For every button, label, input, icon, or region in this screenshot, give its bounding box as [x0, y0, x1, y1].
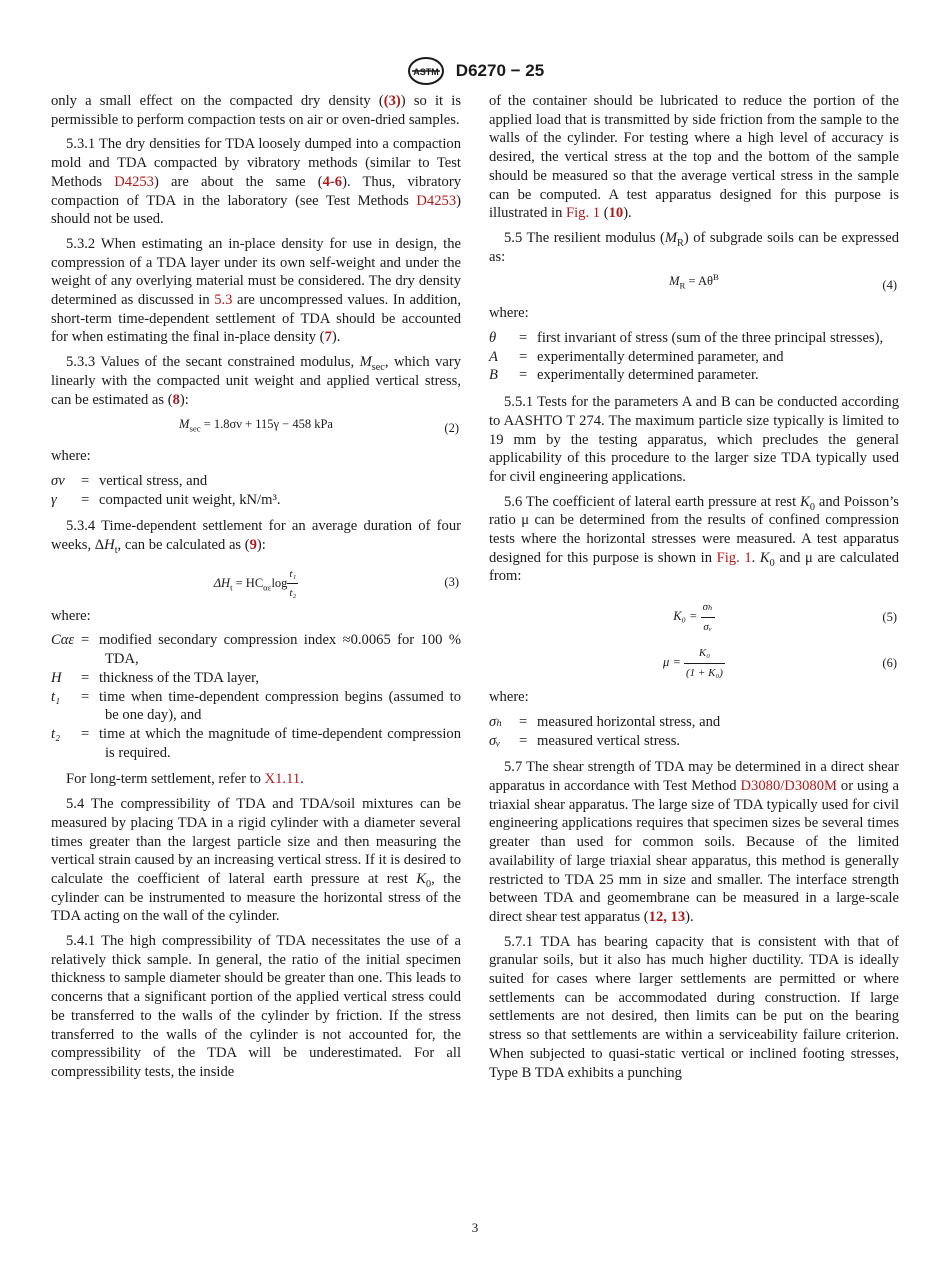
definition-symbol: σₕ — [489, 713, 503, 730]
definition-text: measured vertical stress. — [537, 732, 681, 749]
equation-6: μ = $\frac{\text{K₀}}{\text{(1 + K₀)}}$ (6) — [489, 642, 899, 680]
where-label: where: — [489, 305, 529, 322]
definition-equals: = — [81, 725, 90, 742]
astm-logo-icon — [406, 56, 446, 86]
d3080-link[interactable]: D3080/D3080M — [740, 777, 837, 794]
definition-symbol: σᵥ — [489, 732, 501, 749]
page-header — [0, 56, 950, 86]
where-label: where: — [489, 689, 529, 706]
where-label: where: — [51, 448, 91, 465]
definition-list — [489, 329, 899, 385]
paragraph-long-term: For long-term settlement, refer to X1.11. — [66, 771, 304, 788]
definition-symbol: A — [489, 348, 498, 365]
logo-text: ASTM — [413, 67, 439, 77]
equation-4: $M_R = A\theta^B$ (4) — [489, 272, 899, 296]
definition-symbol: t₂ — [51, 725, 61, 742]
right-column — [489, 92, 899, 1088]
definition-list — [51, 631, 461, 762]
definition-symbol: t₁ — [51, 688, 61, 705]
paragraph-5-3-3: 5.3.3 Values of the secant constrained modulus, $M_{sec}$, which vary linearly with the compacted unit weight and applied vertical stress, can be estimated as (8): — [51, 354, 462, 408]
definition-equals: = — [519, 330, 528, 347]
reference-link[interactable]: 8 — [172, 391, 180, 408]
definition-equals: = — [81, 472, 90, 489]
definition-text: time at which the magnitude of time-dependent compression is required. — [99, 725, 461, 761]
definition-text: experimentally determined parameter, and — [537, 348, 784, 365]
section-5-3-link[interactable]: 5.3 — [214, 292, 233, 309]
paragraph: of the container should be lubricated to reduce the portion of the applied load that is transmitted by side friction from the sample to the walls of the cylinder. For testing where a high level of accuracy is desired, the vertical stress at the top and the bottom of the sample should be measured so that the average vertical stress in the sample can be computed. A test apparatus designed for this purpose is illustrated in Fig. 1 (10). — [489, 93, 899, 222]
figure-1-link[interactable]: Fig. 1 — [566, 205, 601, 222]
left-column — [51, 92, 461, 1088]
definition-item — [51, 631, 461, 668]
equation-number: (5) — [882, 610, 897, 625]
definition-symbol: H — [51, 669, 62, 686]
definition-equals: = — [519, 732, 528, 749]
paragraph-5-7: 5.7 The shear strength of TDA may be determined in a direct shear apparatus in accordance with Test Method D3080/D3080M or using a triaxial shear apparatus. The large size of TDA typically used for civil engineering applications requires that specimen sizes be several times greater than used for common soils. Because of the limited availability of large triaxial shear apparatus, this method is generally restricted to TDA 25 mm in size and smaller. The interface strength between TDA and geomembrane can be measured in a large-scale direct shear test apparatus (12, 13). — [489, 759, 899, 925]
page-number: 3 — [471, 1220, 479, 1235]
definition-equals: = — [81, 632, 90, 649]
definition-equals: = — [81, 688, 90, 705]
equation-number: (4) — [882, 278, 897, 293]
definition-symbol: σν — [51, 472, 65, 489]
reference-link[interactable]: 9 — [249, 537, 257, 554]
definition-equals: = — [519, 348, 528, 365]
definition-equals: = — [519, 713, 528, 730]
definition-item — [489, 366, 899, 385]
reference-link[interactable]: 12, 13 — [648, 908, 686, 925]
definition-item — [51, 688, 461, 725]
definition-text: measured horizontal stress, and — [537, 713, 721, 730]
equation-number: (3) — [444, 574, 459, 589]
definition-symbol: B — [489, 367, 498, 384]
equation-number: (2) — [444, 421, 459, 436]
paragraph-5-3-4: 5.3.4 Time-dependent settlement for an average duration of four weeks, $\Delta H_t$, can be calculated as (9): — [51, 518, 461, 556]
paragraph-5-7-1: 5.7.1 TDA has bearing capacity that is consistent with that of granular soils, but it also has much higher ductility. TDA is ideally suited for cases where larger settlements are permitted or where settlements can be accommodated during construction. If large settlements are not desired, then limits can be put on the bearing stress so that settlements are within a serviceability failure criterion. When subjected to quasi-static vertical or inclined footing stresses, Type B TDA exhibits a punching — [489, 933, 899, 1081]
reference-link[interactable]: 7 — [324, 329, 332, 346]
paragraph-5-5-1: 5.5.1 Tests for the parameters A and B can be conducted according to AASHTO T 274. The maximum particle size typically is limited to 19 mm by the testing apparatus, which precludes the general applicability of this procedure to the larger size TDA typically used for civil engineering applications. — [489, 394, 899, 485]
definition-equals: = — [519, 367, 528, 384]
equation-2: $M_{sec} = 1.8\sigma\nu + 115\gamma - 458$ kPa (2) — [51, 415, 461, 439]
definition-symbol: θ — [489, 330, 497, 347]
document-id: D6270 − 25 — [455, 61, 545, 80]
equation-5: K₀ = $\frac{\text{σₕ}}{\text{σᵥ}}$ (5) — [489, 596, 899, 634]
definition-text: first invariant of stress (sum of the three principal stresses), — [537, 330, 884, 347]
paragraph-5-5: 5.5 The resilient modulus $(M_R)$ of subgrade soils can be expressed as: — [489, 229, 899, 265]
definition-list — [51, 472, 461, 509]
paragraph-5-4: 5.4 The compressibility of TDA and TDA/soil mixtures can be measured by placing TDA in a rigid cylinder with a diameter several times greater than the largest particle size and then measuring the vertical strain caused by an increasing vertical stress. If it is desired to calculate the coefficient of lateral earth pressure at rest $K_0$, the cylinder can be instrumented to measure the horizontal stress of the TDA acting on the wall of the cylinder. — [51, 796, 461, 925]
definition-text: vertical stress, and — [99, 472, 208, 489]
equation-number: (6) — [882, 656, 897, 671]
paragraph-5-4-1: 5.4.1 The high compressibility of TDA necessitates the use of a relatively thick sample. In general, the ratio of the initial specimen thickness to sample diameter should be greater than one. This leads to concerns that a significant portion of the applied vertical stress could be transferred to the walls of the cylinder by friction. If the stress transferred to the walls of the cylinder is not accounted for, the compressibility of the TDA will be underestimated. For all compressibility tests, the inside — [51, 933, 461, 1080]
definition-equals: = — [81, 669, 90, 686]
definition-text: experimentally determined parameter. — [537, 367, 759, 384]
where-label: where: — [51, 607, 91, 624]
definition-text: time when time-dependent compression begins (assumed to be one day), and — [99, 688, 461, 724]
definition-item — [51, 725, 461, 762]
definition-item — [489, 348, 899, 367]
equation-3: $\Delta H_t = HC_{\alpha\varepsilon}\log$ $\frac{\text{t₁}}{\text{t₂}}$ (3) — [51, 561, 461, 599]
d4253-link[interactable]: D4253 — [114, 173, 154, 190]
definition-item — [489, 713, 899, 732]
d4253-link[interactable]: D4253 — [416, 192, 457, 209]
paragraph-5-3-1: 5.3.1 The dry densities for TDA loosely dumped into a compaction mold and TDA compacted by vibratory methods (similar to Test Methods D4253) are about the same (4-6). Thus, vibratory compaction of TDA in the laboratory (see Test Methods D4253) should not be used. — [51, 136, 461, 228]
paragraph-5-3-2: 5.3.2 When estimating an in-place density for use in design, the compression of a TDA layer under its own self-weight and under the weight of any overlying material must be considered. The dry density determined as discussed in 5.3 are uncompressed values. In addition, short-term time-dependent settlement of TDA should be accounted for when estimating the final in-place density (7). — [51, 235, 461, 346]
definition-text: thickness of the TDA layer, — [99, 669, 260, 686]
reference-link[interactable]: 4-6 — [322, 173, 343, 190]
definition-item — [51, 669, 461, 688]
x1-11-link[interactable]: X1.11 — [264, 771, 301, 788]
definition-item — [51, 472, 461, 491]
definition-symbol: γ — [51, 491, 57, 508]
reference-link[interactable]: (3) — [383, 93, 401, 109]
paragraph-5-6: 5.6 The coefficient of lateral earth pressure at rest $K_0$ and Poisson’s ratio μ can be determined from the results of confined compression tests where the horizontal stresses were measured. A test apparatus designed for this purpose is shown in Fig. 1. $K_0$ and μ are calculated from: — [489, 493, 900, 585]
paragraph: only a small effect on the compacted dry density ((3)) so it is permissible to perform compaction tests on air or oven-dried samples. — [51, 93, 462, 128]
definition-item — [489, 732, 899, 751]
figure-1-link[interactable]: Fig. 1 — [716, 549, 752, 566]
definition-text: modified secondary compression index ≈0.0065 for 100 % TDA, — [99, 632, 461, 668]
definition-item — [51, 491, 461, 510]
definition-list — [489, 713, 899, 750]
definition-text: compacted unit weight, kN/m³. — [99, 491, 281, 508]
definition-equals: = — [81, 491, 90, 508]
reference-link[interactable]: 10 — [608, 205, 624, 222]
definition-item — [489, 329, 899, 348]
definition-symbol: Cαε — [51, 632, 75, 649]
